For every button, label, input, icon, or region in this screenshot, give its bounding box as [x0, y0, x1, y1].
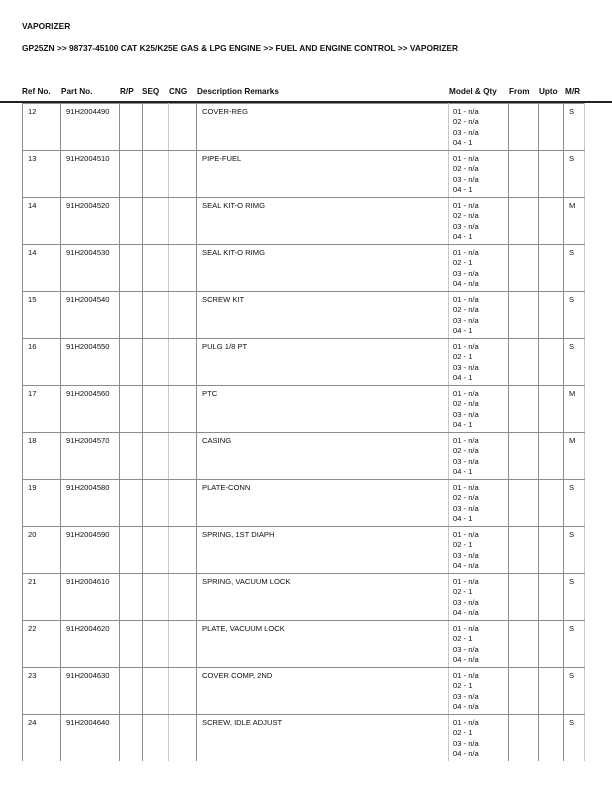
header-rp: R/P	[120, 87, 134, 96]
rp-cell	[120, 433, 143, 480]
description-cell: PIPE-FUEL	[197, 151, 449, 198]
model-qty-line: 04 - 1	[453, 513, 473, 523]
ref-no-cell: 21	[23, 574, 61, 621]
mr-cell: S	[564, 104, 585, 151]
model-qty-cell	[449, 527, 509, 574]
upto-cell	[539, 151, 564, 198]
cng-cell	[169, 480, 197, 527]
cng-cell	[169, 198, 197, 245]
ref-no-cell: 14	[23, 198, 61, 245]
seq-cell	[143, 151, 169, 198]
seq-cell	[143, 292, 169, 339]
model-qty-line: 03 - n/a	[453, 268, 479, 278]
ref-no-cell: 14	[23, 245, 61, 292]
table-row	[23, 668, 585, 715]
seq-cell	[143, 104, 169, 151]
mr-cell: S	[564, 151, 585, 198]
parts-table	[22, 103, 585, 761]
description-cell: SCREW, IDLE ADJUST	[197, 715, 449, 762]
table-row	[23, 433, 585, 480]
model-qty-line: 03 - n/a	[453, 409, 479, 419]
from-cell	[509, 386, 539, 433]
seq-cell	[143, 574, 169, 621]
header-description: Description Remarks	[197, 87, 279, 96]
mr-cell: S	[564, 715, 585, 762]
model-qty-line: 03 - n/a	[453, 362, 479, 372]
table-header	[0, 87, 612, 99]
description-cell: SPRING, VACUUM LOCK	[197, 574, 449, 621]
model-qty-line: 03 - n/a	[453, 691, 479, 701]
model-qty-line: 02 - 1	[453, 540, 473, 550]
ref-no-cell: 19	[23, 480, 61, 527]
model-qty-line: 04 - 1	[453, 419, 473, 429]
model-qty-cell	[449, 621, 509, 668]
cng-cell	[169, 668, 197, 715]
model-qty-line: 02 - n/a	[453, 305, 479, 315]
mr-cell: S	[564, 245, 585, 292]
from-cell	[509, 668, 539, 715]
description-cell: CASING	[197, 433, 449, 480]
model-qty-line: 04 - n/a	[453, 748, 479, 758]
mr-cell: S	[564, 480, 585, 527]
model-qty-line: 01 - n/a	[453, 577, 479, 586]
model-qty-line: 02 - n/a	[453, 211, 479, 221]
model-qty-line: 01 - n/a	[453, 671, 479, 680]
model-qty-line: 02 - n/a	[453, 493, 479, 503]
from-cell	[509, 621, 539, 668]
model-qty-cell	[449, 339, 509, 386]
seq-cell	[143, 433, 169, 480]
from-cell	[509, 245, 539, 292]
description-cell: SPRING, 1ST DIAPH	[197, 527, 449, 574]
seq-cell	[143, 386, 169, 433]
cng-cell	[169, 433, 197, 480]
seq-cell	[143, 527, 169, 574]
model-qty-line: 01 - n/a	[453, 718, 479, 727]
mr-cell: S	[564, 574, 585, 621]
part-no-cell: 91H2004530	[61, 245, 120, 292]
cng-cell	[169, 104, 197, 151]
rp-cell	[120, 292, 143, 339]
model-qty-line: 03 - n/a	[453, 644, 479, 654]
description-cell: SEAL KIT-O RIMG	[197, 198, 449, 245]
header-ref-no: Ref No.	[22, 87, 51, 96]
model-qty-line: 04 - n/a	[453, 560, 479, 570]
model-qty-cell	[449, 433, 509, 480]
upto-cell	[539, 386, 564, 433]
model-qty-line: 03 - n/a	[453, 456, 479, 466]
model-qty-line: 02 - n/a	[453, 399, 479, 409]
model-qty-line: 02 - 1	[453, 728, 473, 738]
mr-cell: S	[564, 527, 585, 574]
part-no-cell: 91H2004590	[61, 527, 120, 574]
ref-no-cell: 16	[23, 339, 61, 386]
model-qty-line: 03 - n/a	[453, 597, 479, 607]
part-no-cell: 91H2004610	[61, 574, 120, 621]
from-cell	[509, 151, 539, 198]
header-cng: CNG	[169, 87, 188, 96]
table-row	[23, 245, 585, 292]
header-seq: SEQ	[142, 87, 160, 96]
model-qty-line: 02 - 1	[453, 587, 473, 597]
model-qty-cell	[449, 715, 509, 762]
rp-cell	[120, 527, 143, 574]
upto-cell	[539, 245, 564, 292]
cng-cell	[169, 527, 197, 574]
model-qty-line: 02 - n/a	[453, 446, 479, 456]
part-no-cell: 91H2004580	[61, 480, 120, 527]
upto-cell	[539, 574, 564, 621]
rp-cell	[120, 574, 143, 621]
part-no-cell: 91H2004540	[61, 292, 120, 339]
from-cell	[509, 198, 539, 245]
upto-cell	[539, 621, 564, 668]
mr-cell: M	[564, 433, 585, 480]
model-qty-cell	[449, 668, 509, 715]
upto-cell	[539, 715, 564, 762]
from-cell	[509, 715, 539, 762]
rp-cell	[120, 198, 143, 245]
description-cell: SCREW KIT	[197, 292, 449, 339]
model-qty-line: 02 - 1	[453, 258, 473, 268]
model-qty-line: 01 - n/a	[453, 483, 479, 492]
model-qty-cell	[449, 151, 509, 198]
part-no-cell: 91H2004520	[61, 198, 120, 245]
upto-cell	[539, 339, 564, 386]
ref-no-cell: 24	[23, 715, 61, 762]
table-row	[23, 715, 585, 762]
table-row	[23, 527, 585, 574]
model-qty-line: 03 - n/a	[453, 550, 479, 560]
cng-cell	[169, 339, 197, 386]
model-qty-line: 01 - n/a	[453, 436, 479, 445]
model-qty-line: 04 - 1	[453, 184, 473, 194]
from-cell	[509, 433, 539, 480]
model-qty-cell	[449, 386, 509, 433]
header-from: From	[509, 87, 530, 96]
model-qty-line: 01 - n/a	[453, 530, 479, 539]
table-row	[23, 104, 585, 151]
from-cell	[509, 339, 539, 386]
upto-cell	[539, 668, 564, 715]
seq-cell	[143, 480, 169, 527]
description-cell: SEAL KIT-O RIMG	[197, 245, 449, 292]
ref-no-cell: 20	[23, 527, 61, 574]
model-qty-line: 01 - n/a	[453, 342, 479, 351]
description-cell: PULG 1/8 PT	[197, 339, 449, 386]
upto-cell	[539, 433, 564, 480]
cng-cell	[169, 386, 197, 433]
model-qty-line: 03 - n/a	[453, 738, 479, 748]
upto-cell	[539, 104, 564, 151]
seq-cell	[143, 668, 169, 715]
description-cell: COVER COMP, 2ND	[197, 668, 449, 715]
model-qty-line: 04 - 1	[453, 372, 473, 382]
cng-cell	[169, 715, 197, 762]
seq-cell	[143, 715, 169, 762]
cng-cell	[169, 574, 197, 621]
part-no-cell: 91H2004550	[61, 339, 120, 386]
model-qty-line: 01 - n/a	[453, 107, 479, 116]
model-qty-line: 03 - n/a	[453, 503, 479, 513]
rp-cell	[120, 621, 143, 668]
part-no-cell: 91H2004490	[61, 104, 120, 151]
ref-no-cell: 13	[23, 151, 61, 198]
model-qty-cell	[449, 480, 509, 527]
part-no-cell: 91H2004570	[61, 433, 120, 480]
ref-no-cell: 17	[23, 386, 61, 433]
header-part-no: Part No.	[61, 87, 93, 96]
model-qty-line: 02 - 1	[453, 681, 473, 691]
seq-cell	[143, 339, 169, 386]
description-cell: PLATE, VACUUM LOCK	[197, 621, 449, 668]
cng-cell	[169, 621, 197, 668]
description-cell: PTC	[197, 386, 449, 433]
rp-cell	[120, 104, 143, 151]
mr-cell: M	[564, 386, 585, 433]
mr-cell: S	[564, 339, 585, 386]
breadcrumb: GP25ZN >> 98737-45100 CAT K25/K25E GAS & LPG ENGINE >> FUEL AND ENGINE CONTROL >> VAPORIZER	[22, 43, 459, 53]
mr-cell: S	[564, 668, 585, 715]
model-qty-line: 01 - n/a	[453, 248, 479, 257]
model-qty-line: 04 - n/a	[453, 607, 479, 617]
mr-cell: M	[564, 198, 585, 245]
table-row	[23, 292, 585, 339]
cng-cell	[169, 151, 197, 198]
from-cell	[509, 574, 539, 621]
table-row	[23, 621, 585, 668]
model-qty-cell	[449, 574, 509, 621]
model-qty-line: 02 - 1	[453, 634, 473, 644]
model-qty-line: 02 - n/a	[453, 117, 479, 127]
from-cell	[509, 527, 539, 574]
model-qty-line: 02 - n/a	[453, 164, 479, 174]
ref-no-cell: 18	[23, 433, 61, 480]
model-qty-line: 03 - n/a	[453, 315, 479, 325]
model-qty-cell	[449, 104, 509, 151]
header-model-qty: Model & Qty	[449, 87, 497, 96]
rp-cell	[120, 339, 143, 386]
model-qty-line: 04 - 1	[453, 231, 473, 241]
part-no-cell: 91H2004510	[61, 151, 120, 198]
rp-cell	[120, 245, 143, 292]
part-no-cell: 91H2004560	[61, 386, 120, 433]
upto-cell	[539, 480, 564, 527]
table-row	[23, 480, 585, 527]
ref-no-cell: 12	[23, 104, 61, 151]
model-qty-cell	[449, 292, 509, 339]
rp-cell	[120, 668, 143, 715]
part-no-cell: 91H2004620	[61, 621, 120, 668]
model-qty-line: 01 - n/a	[453, 201, 479, 210]
part-no-cell: 91H2004640	[61, 715, 120, 762]
page-title: VAPORIZER	[22, 21, 71, 31]
model-qty-line: 04 - n/a	[453, 701, 479, 711]
model-qty-line: 01 - n/a	[453, 154, 479, 163]
table-row	[23, 386, 585, 433]
mr-cell: S	[564, 292, 585, 339]
rp-cell	[120, 480, 143, 527]
model-qty-line: 02 - 1	[453, 352, 473, 362]
part-no-cell: 91H2004630	[61, 668, 120, 715]
model-qty-line: 01 - n/a	[453, 624, 479, 633]
description-cell: COVER-REG	[197, 104, 449, 151]
table-row	[23, 198, 585, 245]
from-cell	[509, 292, 539, 339]
model-qty-cell	[449, 245, 509, 292]
seq-cell	[143, 198, 169, 245]
table-row	[23, 339, 585, 386]
seq-cell	[143, 245, 169, 292]
model-qty-line: 04 - 1	[453, 325, 473, 335]
upto-cell	[539, 527, 564, 574]
model-qty-line: 04 - n/a	[453, 278, 479, 288]
rp-cell	[120, 715, 143, 762]
model-qty-line: 03 - n/a	[453, 174, 479, 184]
model-qty-line: 01 - n/a	[453, 389, 479, 398]
cng-cell	[169, 292, 197, 339]
ref-no-cell: 22	[23, 621, 61, 668]
table-row	[23, 151, 585, 198]
seq-cell	[143, 621, 169, 668]
ref-no-cell: 15	[23, 292, 61, 339]
description-cell: PLATE-CONN	[197, 480, 449, 527]
model-qty-line: 04 - 1	[453, 466, 473, 476]
header-upto: Upto	[539, 87, 558, 96]
mr-cell: S	[564, 621, 585, 668]
model-qty-line: 03 - n/a	[453, 221, 479, 231]
upto-cell	[539, 292, 564, 339]
upto-cell	[539, 198, 564, 245]
model-qty-cell	[449, 198, 509, 245]
table-row	[23, 574, 585, 621]
header-mr: M/R	[565, 87, 581, 96]
model-qty-line: 04 - n/a	[453, 654, 479, 664]
cng-cell	[169, 245, 197, 292]
model-qty-line: 04 - 1	[453, 137, 473, 147]
from-cell	[509, 104, 539, 151]
from-cell	[509, 480, 539, 527]
model-qty-line: 01 - n/a	[453, 295, 479, 304]
ref-no-cell: 23	[23, 668, 61, 715]
rp-cell	[120, 386, 143, 433]
rp-cell	[120, 151, 143, 198]
model-qty-line: 03 - n/a	[453, 127, 479, 137]
